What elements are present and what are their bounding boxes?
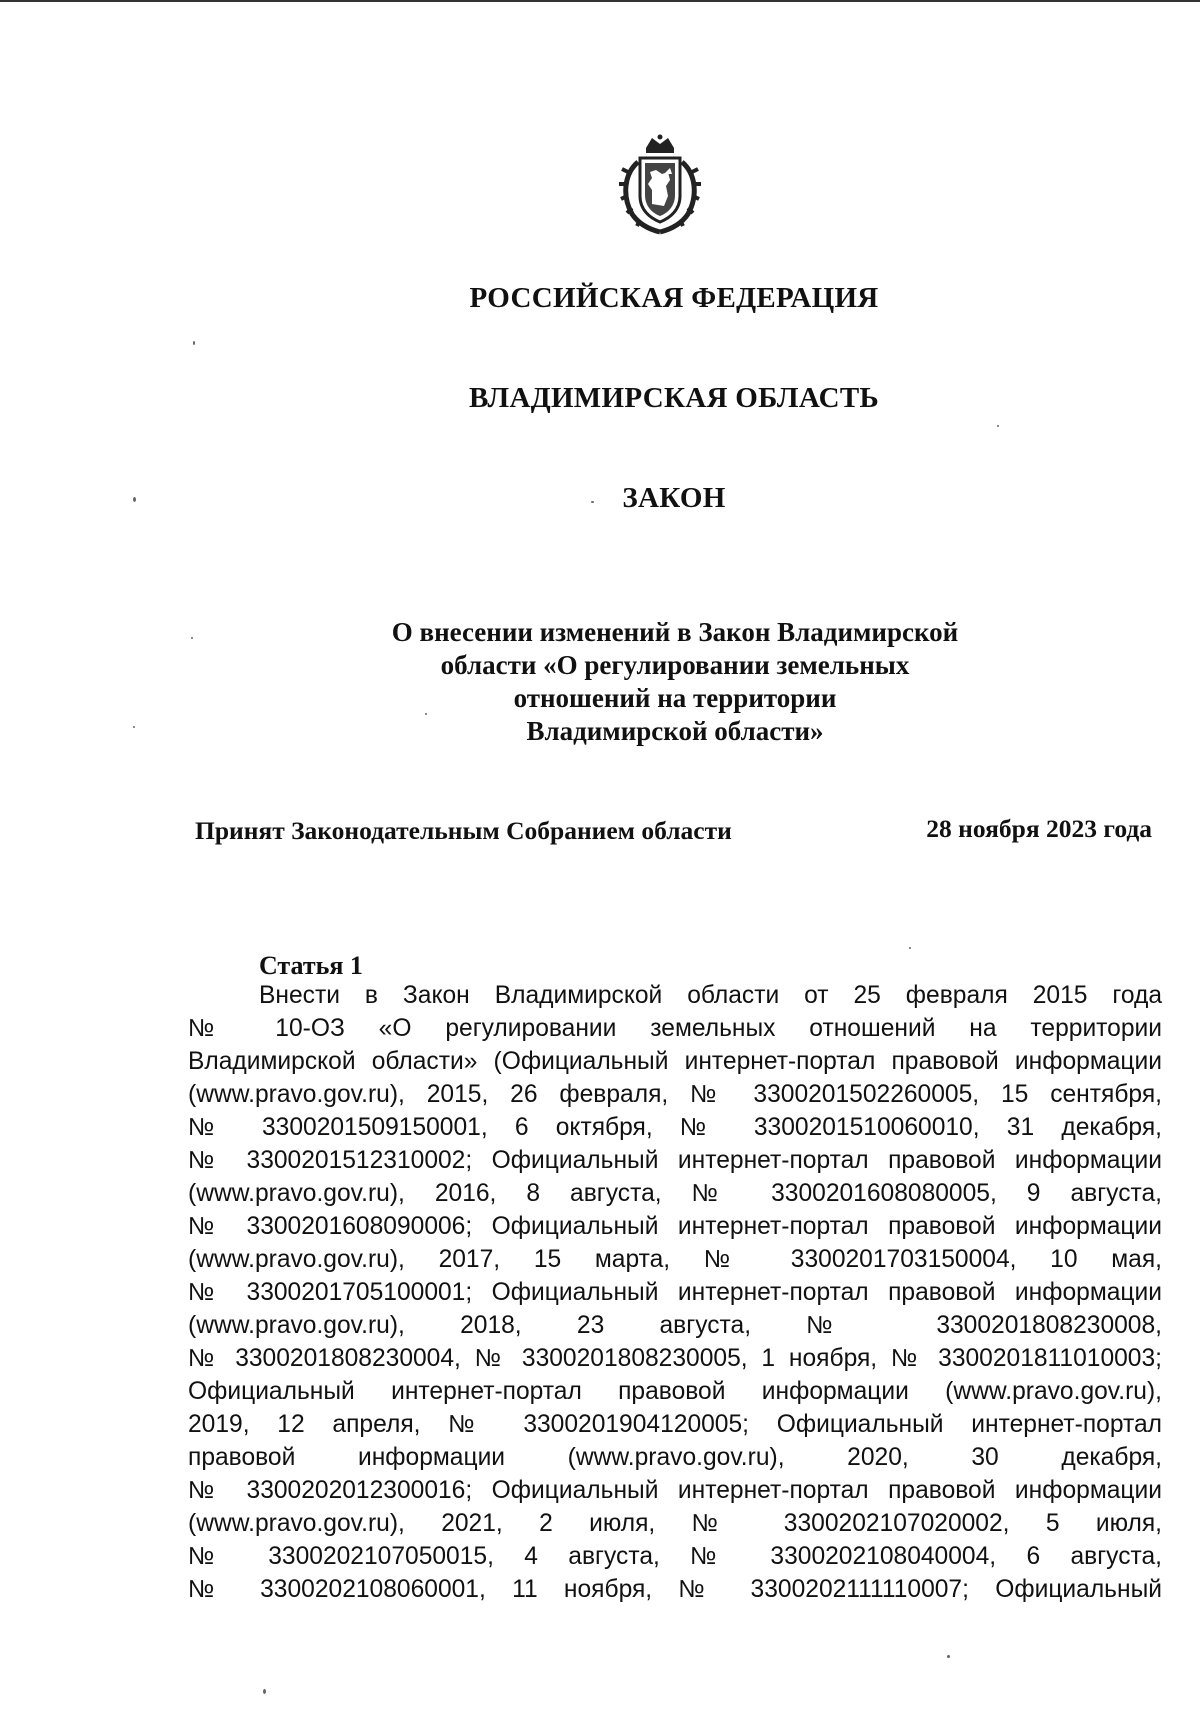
scan-speck — [997, 425, 999, 427]
article-text-line: № 3300201512310002; Официальный интернет-портал правовой информации — [188, 1147, 1162, 1174]
scan-speck — [263, 1689, 266, 1694]
scan-speck — [193, 341, 195, 345]
coat-of-arms-icon — [618, 134, 702, 236]
article-text-line: (www.pravo.gov.ru), 2017, 15 марта, № 3300201703150004, 10 мая, — [188, 1246, 1162, 1273]
article-text-line: № 10-ОЗ «О регулировании земельных отношений на территории — [188, 1015, 1162, 1042]
document-type-heading: ЗАКОН — [622, 482, 726, 514]
article-heading: Статья 1 — [259, 951, 363, 980]
law-title-line: Владимирской области» — [526, 716, 824, 746]
article-text-line: (www.pravo.gov.ru), 2018, 23 августа, № 3300201808230008, — [188, 1312, 1162, 1339]
article-text-line: Официальный интернет-портал правовой информации (www.pravo.gov.ru), — [188, 1378, 1162, 1405]
article-text-line: 2019, 12 апреля, № 3300201904120005; Официальный интернет-портал — [188, 1411, 1162, 1438]
article-text-line: Внести в Закон Владимирской области от 25 февраля 2015 года — [259, 982, 1162, 1009]
article-text-line: № 3300201608090006; Официальный интернет-портал правовой информации — [188, 1213, 1162, 1240]
scan-speck — [947, 1655, 950, 1658]
scan-speck — [591, 501, 594, 503]
scan-top-edge — [0, 0, 1200, 2]
article-text-line: № 3300201509150001, 6 октября, № 3300201510060010, 31 декабря, — [188, 1114, 1162, 1141]
law-title-line: отношений на территории — [513, 683, 837, 713]
article-text-line: № 3300202108060001, 11 ноября, № 3300202111110007; Официальный — [188, 1576, 1162, 1603]
article-text-line: правовой информации (www.pravo.gov.ru), 2020, 30 декабря, — [188, 1444, 1162, 1471]
article-text-line: (www.pravo.gov.ru), 2015, 26 февраля, № 3300201502260005, 15 сентября, — [188, 1081, 1162, 1108]
law-title-line: области «О регулировании земельных — [440, 650, 910, 680]
scan-speck — [425, 713, 427, 715]
article-text-line: № 3300201808230004, № 3300201808230005, 1 ноября, № 3300201811010003; — [188, 1345, 1162, 1372]
adoption-statement: Принят Законодательным Собранием области — [195, 816, 732, 845]
article-text-line: № 3300202012300016; Официальный интернет-портал правовой информации — [188, 1477, 1162, 1504]
region-heading: ВЛАДИМИРСКАЯ ОБЛАСТЬ — [469, 382, 879, 414]
article-text-line: № 3300201705100001; Официальный интернет-портал правовой информации — [188, 1279, 1162, 1306]
article-text-line: Владимирской области» (Официальный интернет-портал правовой информации — [188, 1048, 1162, 1075]
adoption-date: 28 ноября 2023 года — [926, 814, 1152, 843]
article-text-line: (www.pravo.gov.ru), 2016, 8 августа, № 3300201608080005, 9 августа, — [188, 1180, 1162, 1207]
law-title — [330, 616, 1020, 748]
country-heading: РОССИЙСКАЯ ФЕДЕРАЦИЯ — [469, 282, 879, 314]
article-text-line: (www.pravo.gov.ru), 2021, 2 июля, № 3300202107020002, 5 июля, — [188, 1510, 1162, 1537]
scan-speck — [133, 726, 135, 728]
law-title-line: О внесении изменений в Закон Владимирской — [391, 617, 959, 647]
scan-speck — [909, 947, 911, 949]
scan-speck — [133, 497, 136, 502]
scan-speck — [191, 637, 193, 639]
article-text-line: № 3300202107050015, 4 августа, № 3300202108040004, 6 августа, — [188, 1543, 1162, 1570]
